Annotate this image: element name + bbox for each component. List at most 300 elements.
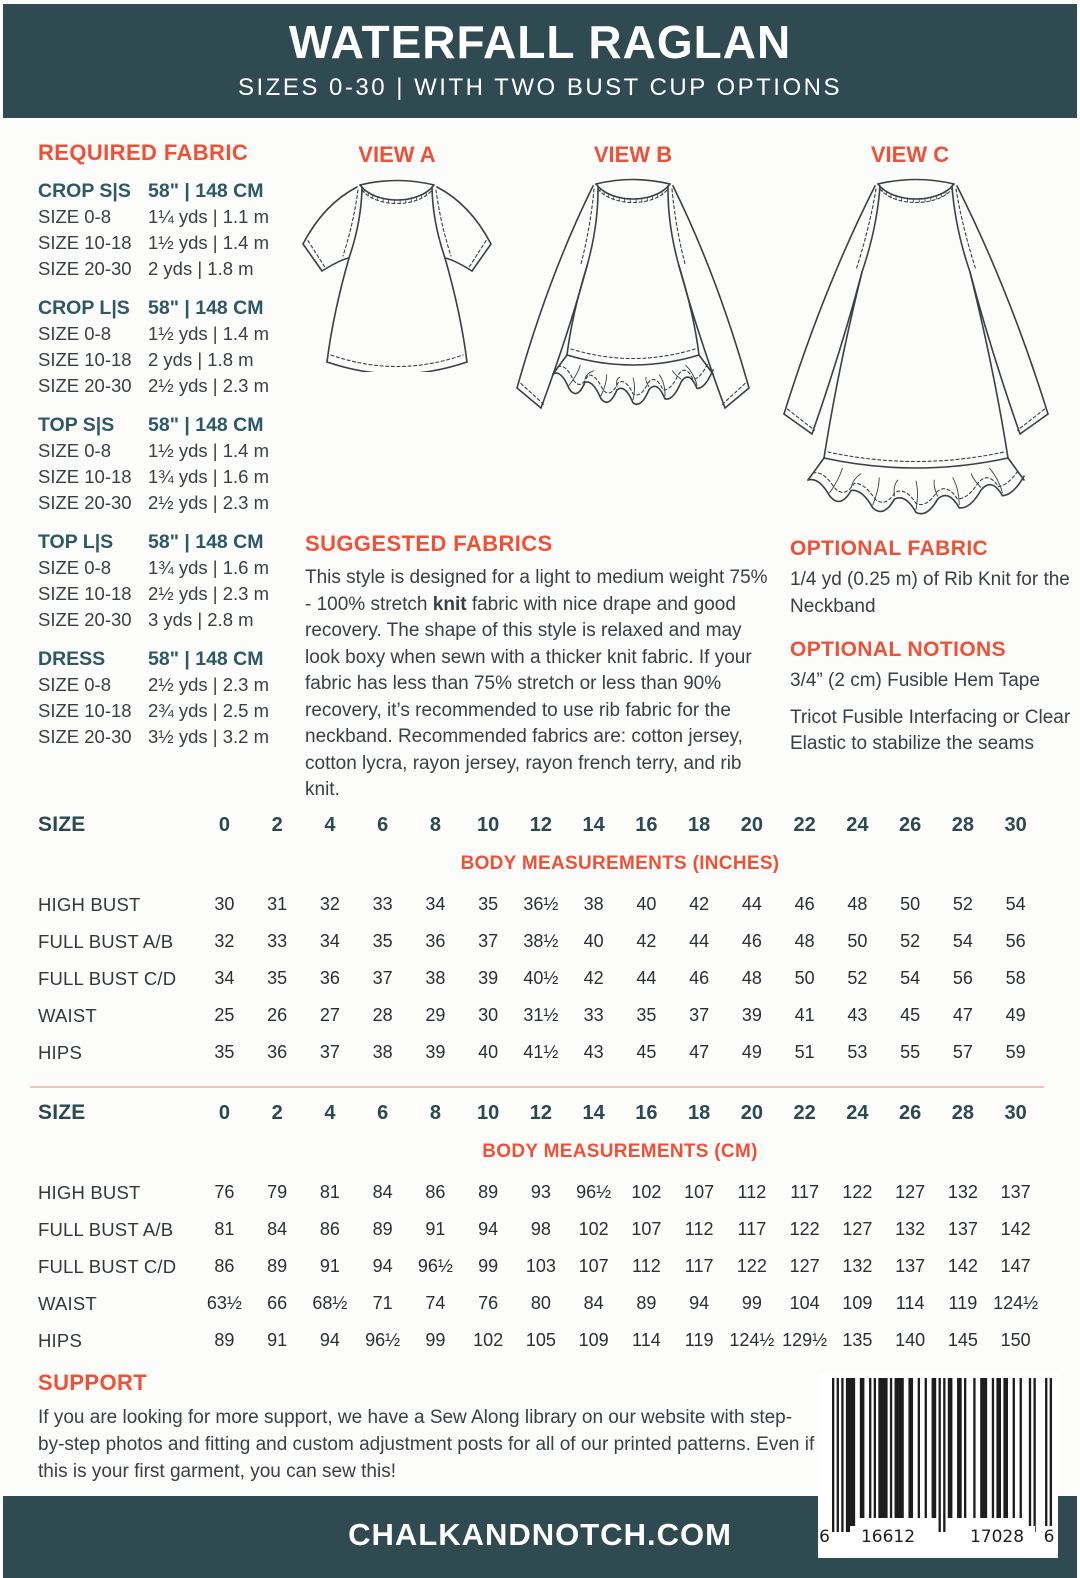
barcode-bar bbox=[964, 1378, 966, 1518]
fabric-width-spec: 58" | 148 CM bbox=[148, 647, 264, 670]
measurement-value: 99 bbox=[425, 1330, 446, 1350]
size-range-label: SIZE 0-8 bbox=[38, 440, 111, 461]
measurement-value: 132 bbox=[947, 1182, 978, 1202]
page-subtitle: SIZES 0-30 | WITH TWO BUST CUP OPTIONS bbox=[238, 74, 842, 101]
measurement-value: 132 bbox=[895, 1219, 926, 1239]
barcode-digit-left: 6 bbox=[819, 1527, 830, 1547]
measurement-label: FULL BUST A/B bbox=[38, 1218, 174, 1240]
measurement-value: 37 bbox=[372, 968, 393, 988]
fabric-yardage-row bbox=[38, 607, 300, 633]
measurement-label: FULL BUST C/D bbox=[38, 1255, 177, 1277]
measurement-value: 94 bbox=[319, 1330, 340, 1350]
measurement-row bbox=[38, 960, 1042, 997]
size-header-value: 8 bbox=[429, 813, 441, 836]
size-header-value: 0 bbox=[218, 1101, 230, 1124]
fabric-yardage-row bbox=[38, 672, 300, 698]
size-header-value: 30 bbox=[1004, 1101, 1027, 1124]
measurement-value: 127 bbox=[895, 1182, 926, 1202]
measurement-label: HIGH BUST bbox=[38, 893, 141, 915]
barcode-bar bbox=[1003, 1378, 1008, 1518]
garment-line bbox=[952, 186, 970, 272]
garment-line bbox=[327, 258, 349, 362]
garment-line bbox=[322, 258, 349, 271]
measurement-value: 112 bbox=[737, 1182, 767, 1202]
measurement-value: 38 bbox=[583, 894, 604, 914]
measurement-value: 142 bbox=[947, 1256, 978, 1276]
measurement-value: 33 bbox=[372, 894, 393, 914]
fabric-width-spec: 58" | 148 CM bbox=[148, 296, 264, 319]
measurement-value: 25 bbox=[214, 1005, 235, 1025]
measurement-label: HIPS bbox=[38, 1041, 82, 1063]
support-heading: SUPPORT bbox=[38, 1370, 148, 1395]
garment-line bbox=[828, 452, 1004, 462]
size-header-value: 20 bbox=[740, 1101, 763, 1124]
barcode-bar bbox=[948, 1378, 953, 1518]
size-header-value: 2 bbox=[271, 1101, 283, 1124]
view-b-drawing bbox=[505, 170, 761, 434]
measurement-value: 41½ bbox=[523, 1042, 559, 1062]
fabric-group bbox=[38, 646, 300, 750]
size-header-value: 6 bbox=[377, 1101, 389, 1124]
measurement-value: 140 bbox=[895, 1330, 926, 1350]
measurement-value: 36½ bbox=[523, 894, 559, 914]
garment-line bbox=[343, 190, 358, 256]
measurement-value: 91 bbox=[267, 1330, 288, 1350]
size-header-label: SIZE bbox=[38, 813, 86, 836]
measurement-label: WAIST bbox=[38, 1292, 97, 1314]
website-url: CHALKANDNOTCH.COM bbox=[348, 1517, 732, 1552]
measurement-row bbox=[38, 1248, 1042, 1285]
measurement-value: 35 bbox=[478, 894, 499, 914]
garment-line bbox=[894, 480, 898, 496]
garment-line bbox=[445, 258, 467, 362]
barcode-bar bbox=[992, 1378, 994, 1518]
fabric-width-spec: 58" | 148 CM bbox=[148, 179, 264, 202]
yardage-value: 1¼ yds | 1.1 m bbox=[148, 206, 269, 227]
measurement-value: 36 bbox=[319, 968, 340, 988]
measurement-value: 44 bbox=[636, 968, 657, 988]
barcode-bar bbox=[1050, 1378, 1052, 1532]
measurement-value: 102 bbox=[578, 1219, 609, 1239]
measurement-value: 46 bbox=[689, 968, 710, 988]
garment-line bbox=[699, 355, 713, 374]
measurement-value: 124½ bbox=[729, 1330, 775, 1350]
size-header-value: 20 bbox=[740, 813, 763, 836]
measurement-value: 50 bbox=[794, 968, 815, 988]
measurement-value: 68½ bbox=[312, 1293, 348, 1313]
measurement-value: 122 bbox=[736, 1256, 767, 1276]
measurement-value: 27 bbox=[319, 1005, 340, 1025]
measurement-value: 122 bbox=[789, 1219, 820, 1239]
barcode-bars bbox=[818, 1374, 1058, 1536]
yardage-value: 1¾ yds | 1.6 m bbox=[148, 466, 269, 487]
suggested-text-bold: knit bbox=[432, 593, 467, 615]
measurement-value: 119 bbox=[684, 1330, 714, 1350]
optional-fabric-text: 1/4 yd (0.25 m) of Rib Knit for the Neckband bbox=[790, 569, 1070, 617]
measurement-value: 135 bbox=[842, 1330, 873, 1350]
measurement-value: 129½ bbox=[782, 1330, 828, 1350]
measurement-label: HIGH BUST bbox=[38, 1181, 141, 1203]
size-range-label: SIZE 10-18 bbox=[38, 583, 132, 604]
size-header-value: 2 bbox=[271, 813, 283, 836]
fabric-yardage-row bbox=[38, 698, 300, 724]
measurement-value: 107 bbox=[631, 1219, 662, 1239]
measurement-value: 33 bbox=[267, 931, 288, 951]
table-caption: BODY MEASUREMENTS (INCHES) bbox=[460, 853, 780, 874]
measurement-value: 107 bbox=[578, 1256, 609, 1276]
measurement-value: 50 bbox=[900, 894, 921, 914]
page-title: WATERFALL RAGLAN bbox=[288, 16, 792, 68]
measurement-value: 117 bbox=[684, 1256, 714, 1276]
yardage-value: 2½ yds | 2.3 m bbox=[148, 492, 269, 513]
measurement-value: 39 bbox=[741, 1005, 762, 1025]
garment-line bbox=[1008, 458, 1024, 480]
measurement-value: 40 bbox=[636, 894, 657, 914]
barcode-bar bbox=[860, 1378, 865, 1518]
fabric-yardage-row bbox=[38, 347, 300, 373]
size-header-value: 26 bbox=[899, 813, 922, 836]
barcode-bar bbox=[1033, 1378, 1035, 1532]
measurement-value: 63½ bbox=[206, 1293, 242, 1313]
measurement-value: 89 bbox=[372, 1219, 393, 1239]
size-range-label: SIZE 0-8 bbox=[38, 323, 111, 344]
yardage-value: 1¾ yds | 1.6 m bbox=[148, 557, 269, 578]
size-header-row bbox=[38, 808, 1042, 842]
measurement-value: 52 bbox=[847, 968, 868, 988]
measurement-value: 84 bbox=[583, 1293, 604, 1313]
barcode-bar bbox=[895, 1378, 904, 1518]
barcode-bar bbox=[1045, 1378, 1047, 1532]
garment-line bbox=[808, 458, 824, 480]
optional-notions-line1: 3/4” (2 cm) Fusible Hem Tape bbox=[790, 670, 1040, 691]
measurement-value: 117 bbox=[737, 1219, 767, 1239]
fabric-yardage-row bbox=[38, 321, 300, 347]
measurement-row bbox=[38, 1211, 1042, 1248]
yardage-value: 1½ yds | 1.4 m bbox=[148, 440, 269, 461]
measurement-value: 54 bbox=[952, 931, 973, 951]
measurement-value: 36 bbox=[267, 1042, 288, 1062]
size-header-value: 12 bbox=[529, 1101, 552, 1124]
fabric-group-name: TOP L|S bbox=[38, 530, 114, 553]
optional-fabric-heading: OPTIONAL FABRIC bbox=[790, 537, 989, 560]
measurement-value: 94 bbox=[689, 1293, 710, 1313]
measurement-value: 103 bbox=[525, 1256, 556, 1276]
garment-line bbox=[571, 349, 695, 359]
measurement-value: 39 bbox=[425, 1042, 446, 1062]
garment-line bbox=[686, 365, 697, 385]
measurement-row bbox=[38, 1285, 1042, 1322]
size-header-value: 4 bbox=[324, 813, 336, 836]
measurement-value: 124½ bbox=[993, 1293, 1039, 1313]
fabric-group bbox=[38, 295, 300, 399]
fabric-yardage-row bbox=[38, 204, 300, 230]
fabric-group-header bbox=[38, 412, 300, 438]
measurement-value: 37 bbox=[319, 1042, 340, 1062]
garment-line bbox=[990, 468, 1003, 493]
measurement-value: 66 bbox=[267, 1293, 288, 1313]
measurement-value: 98 bbox=[530, 1219, 551, 1239]
garment-line bbox=[633, 378, 635, 400]
yardage-value: 2 yds | 1.8 m bbox=[148, 349, 254, 370]
suggested-text-2: fabric with nice drape and good recovery. The shape of this style is relaxed and may look boxy when sewn with a thicker knit fabric. If your fabric has less than 75% stretch or less than 90% recovery, it’s recommended to use rib fabric for the neckband. Recommended fabrics are: cotton jersey, cotton lycra, rayon jersey, rayon french terry, and rib knit. bbox=[305, 593, 752, 800]
measurement-value: 55 bbox=[900, 1042, 921, 1062]
size-header-value: 28 bbox=[951, 813, 974, 836]
view-a-drawing bbox=[297, 172, 497, 372]
size-range-label: SIZE 20-30 bbox=[38, 609, 132, 630]
barcode-bar bbox=[837, 1378, 839, 1532]
measurement-label: FULL BUST C/D bbox=[38, 967, 177, 989]
measurement-value: 52 bbox=[952, 894, 973, 914]
size-header-label: SIZE bbox=[38, 1101, 86, 1124]
measurement-value: 38½ bbox=[523, 931, 559, 951]
size-header-value: 24 bbox=[846, 1101, 869, 1124]
yardage-value: 2½ yds | 2.3 m bbox=[148, 674, 269, 695]
fabric-group-name: CROP L|S bbox=[38, 296, 130, 319]
measurement-value: 76 bbox=[478, 1293, 499, 1313]
garment-line bbox=[916, 481, 918, 509]
measurement-value: 99 bbox=[478, 1256, 499, 1276]
barcode-bar bbox=[932, 1378, 937, 1518]
measurement-value: 35 bbox=[214, 1042, 235, 1062]
tables-divider bbox=[30, 1086, 1044, 1088]
barcode-bar bbox=[890, 1378, 892, 1518]
measurement-value: 47 bbox=[689, 1042, 710, 1062]
header-band bbox=[3, 4, 1077, 118]
measurement-value: 96½ bbox=[576, 1182, 612, 1202]
measurement-value: 40 bbox=[478, 1042, 499, 1062]
fabric-group bbox=[38, 412, 300, 516]
measurement-value: 40½ bbox=[523, 968, 559, 988]
measurement-value: 89 bbox=[478, 1182, 499, 1202]
body-measurements-cm-table bbox=[38, 1096, 1042, 1359]
support-text: If you are looking for more support, we have a Sew Along library on our website with step-by-step photos and fitting and custom adjustment posts for all of our printed patterns. Even if this is your first garment, you can sew this! bbox=[38, 1407, 815, 1482]
measurement-value: 42 bbox=[583, 968, 604, 988]
fabric-width-spec: 58" | 148 CM bbox=[148, 530, 264, 553]
measurement-value: 50 bbox=[847, 931, 868, 951]
size-header-value: 8 bbox=[429, 1101, 441, 1124]
table-caption: BODY MEASUREMENTS (CM) bbox=[482, 1141, 758, 1162]
measurement-value: 58 bbox=[1005, 968, 1026, 988]
fabric-group-header bbox=[38, 295, 300, 321]
measurement-value: 104 bbox=[789, 1293, 820, 1313]
measurement-value: 105 bbox=[525, 1330, 556, 1350]
size-header-value: 18 bbox=[688, 1101, 711, 1124]
size-range-label: SIZE 0-8 bbox=[38, 674, 111, 695]
fabric-group-header bbox=[38, 646, 300, 672]
barcode-digits-group1: 16612 bbox=[850, 1526, 926, 1548]
garment-line bbox=[567, 355, 699, 365]
garment-line bbox=[862, 186, 880, 272]
barcode-digit-right: 6 bbox=[1043, 1527, 1055, 1547]
measurement-value: 42 bbox=[689, 894, 710, 914]
garment-line bbox=[672, 189, 685, 264]
optional-notions-heading: OPTIONAL NOTIONS bbox=[790, 638, 1007, 661]
measurement-value: 38 bbox=[425, 968, 446, 988]
yardage-value: 2½ yds | 2.3 m bbox=[148, 583, 269, 604]
optional-section bbox=[790, 537, 1072, 776]
measurement-value: 107 bbox=[684, 1182, 715, 1202]
measurement-value: 102 bbox=[473, 1330, 504, 1350]
measurement-value: 28 bbox=[372, 1005, 393, 1025]
measurement-value: 37 bbox=[478, 931, 499, 951]
measurement-value: 32 bbox=[214, 931, 235, 951]
measurement-value: 81 bbox=[319, 1182, 340, 1202]
size-range-label: SIZE 0-8 bbox=[38, 206, 111, 227]
measurement-value: 54 bbox=[1005, 894, 1026, 914]
measurement-value: 36 bbox=[425, 931, 446, 951]
measurement-value: 76 bbox=[214, 1182, 235, 1202]
fabric-yardage-row bbox=[38, 581, 300, 607]
garment-line bbox=[587, 186, 598, 266]
size-header-value: 24 bbox=[846, 813, 869, 836]
required-fabric-heading: REQUIRED FABRIC bbox=[38, 140, 249, 165]
measurement-row bbox=[38, 997, 1042, 1034]
measurement-value: 112 bbox=[684, 1219, 714, 1239]
measurement-value: 89 bbox=[636, 1293, 657, 1313]
barcode bbox=[818, 1374, 1058, 1558]
measurement-row bbox=[38, 1034, 1042, 1071]
fabric-groups bbox=[38, 178, 300, 750]
yardage-value: 2¾ yds | 2.5 m bbox=[148, 700, 269, 721]
suggested-fabrics-heading: SUGGESTED FABRICS bbox=[305, 531, 553, 556]
fabric-group bbox=[38, 529, 300, 633]
measurement-value: 96½ bbox=[417, 1256, 453, 1276]
size-range-label: SIZE 20-30 bbox=[38, 375, 132, 396]
measurement-value: 89 bbox=[267, 1256, 288, 1276]
size-header-value: 12 bbox=[529, 813, 552, 836]
fabric-group-header bbox=[38, 178, 300, 204]
measurement-value: 35 bbox=[372, 931, 393, 951]
measurement-value: 119 bbox=[948, 1293, 978, 1313]
barcode-bar bbox=[832, 1378, 834, 1532]
measurement-value: 132 bbox=[842, 1256, 873, 1276]
measurement-value: 52 bbox=[900, 931, 921, 951]
measurement-value: 29 bbox=[425, 1005, 446, 1025]
size-header-value: 16 bbox=[635, 1101, 658, 1124]
measurement-value: 122 bbox=[842, 1182, 873, 1202]
measurement-value: 102 bbox=[631, 1182, 662, 1202]
size-range-label: SIZE 10-18 bbox=[38, 466, 132, 487]
fabric-yardage-row bbox=[38, 373, 300, 399]
measurement-value: 45 bbox=[900, 1005, 921, 1025]
garment-line bbox=[971, 474, 981, 488]
fabric-width-spec: 58" | 148 CM bbox=[148, 413, 264, 436]
size-header-value: 22 bbox=[793, 813, 816, 836]
measurement-value: 33 bbox=[583, 1005, 604, 1025]
measurement-row bbox=[38, 1322, 1042, 1359]
yardage-value: 3 yds | 2.8 m bbox=[148, 609, 254, 630]
measurement-value: 32 bbox=[319, 894, 340, 914]
garment-line bbox=[824, 272, 862, 458]
view-c-drawing bbox=[770, 170, 1062, 536]
size-range-label: SIZE 20-30 bbox=[38, 726, 132, 747]
fabric-group bbox=[38, 178, 300, 282]
garment-line bbox=[668, 186, 679, 266]
measurement-value: 31 bbox=[267, 894, 288, 914]
barcode-bar bbox=[846, 1378, 855, 1532]
suggested-fabrics-section bbox=[305, 531, 777, 804]
body-measurements-inches-table bbox=[38, 808, 1042, 1071]
measurement-value: 43 bbox=[847, 1005, 868, 1025]
yardage-value: 1½ yds | 1.4 m bbox=[148, 323, 269, 344]
measurement-value: 51 bbox=[794, 1042, 815, 1062]
garment-line bbox=[596, 180, 670, 185]
garment-line bbox=[445, 258, 472, 271]
barcode-bar bbox=[996, 1378, 1001, 1518]
measurement-value: 30 bbox=[478, 1005, 499, 1025]
fabric-yardage-row bbox=[38, 464, 300, 490]
size-header-value: 0 bbox=[218, 813, 230, 836]
barcode-bar bbox=[1029, 1378, 1031, 1532]
measurement-value: 48 bbox=[794, 931, 815, 951]
measurement-value: 57 bbox=[952, 1042, 973, 1062]
fabric-yardage-row bbox=[38, 256, 300, 282]
garment-line bbox=[349, 187, 362, 258]
garment-line bbox=[812, 272, 862, 434]
barcode-bar bbox=[841, 1378, 843, 1532]
barcode-bar bbox=[874, 1378, 876, 1518]
barcode-bar bbox=[925, 1378, 927, 1518]
measurement-value: 47 bbox=[952, 1005, 973, 1025]
measurement-value: 137 bbox=[895, 1256, 926, 1276]
measurement-row bbox=[38, 923, 1042, 960]
measurement-value: 142 bbox=[1000, 1219, 1031, 1239]
garment-line bbox=[331, 355, 463, 367]
measurement-value: 80 bbox=[530, 1293, 551, 1313]
fabric-yardage-row bbox=[38, 724, 300, 750]
measurement-value: 91 bbox=[319, 1256, 340, 1276]
measurement-value: 49 bbox=[741, 1042, 762, 1062]
measurement-value: 91 bbox=[425, 1219, 446, 1239]
size-header-value: 14 bbox=[582, 813, 605, 836]
size-range-label: SIZE 0-8 bbox=[38, 557, 111, 578]
measurement-value: 44 bbox=[689, 931, 710, 951]
measurement-value: 56 bbox=[1005, 931, 1026, 951]
measurement-value: 86 bbox=[214, 1256, 235, 1276]
size-header-value: 10 bbox=[477, 1101, 500, 1124]
measurement-value: 94 bbox=[372, 1256, 393, 1276]
size-range-label: SIZE 20-30 bbox=[38, 258, 132, 279]
measurement-value: 112 bbox=[632, 1256, 661, 1276]
fabric-group-name: CROP S|S bbox=[38, 179, 131, 202]
measurement-value: 26 bbox=[267, 1005, 288, 1025]
measurement-label: HIPS bbox=[38, 1329, 82, 1351]
measurement-value: 35 bbox=[267, 968, 288, 988]
garment-line bbox=[970, 272, 1020, 434]
fabric-yardage-row bbox=[38, 490, 300, 516]
garment-line bbox=[873, 478, 879, 505]
measurement-value: 56 bbox=[952, 968, 973, 988]
fabric-yardage-row bbox=[38, 555, 300, 581]
yardage-value: 2 yds | 1.8 m bbox=[148, 258, 254, 279]
size-header-value: 10 bbox=[477, 813, 500, 836]
measurement-value: 31½ bbox=[523, 1005, 559, 1025]
measurement-row bbox=[38, 1174, 1042, 1211]
barcode-bar bbox=[1020, 1378, 1022, 1518]
measurement-value: 34 bbox=[214, 968, 235, 988]
garment-line bbox=[581, 189, 594, 264]
measurement-value: 127 bbox=[842, 1219, 873, 1239]
barcode-bar bbox=[939, 1378, 941, 1532]
measurement-value: 94 bbox=[478, 1219, 499, 1239]
measurement-value: 84 bbox=[372, 1182, 393, 1202]
measurement-value: 39 bbox=[478, 968, 499, 988]
measurement-label: WAIST bbox=[38, 1004, 97, 1026]
fabric-group-name: DRESS bbox=[38, 647, 106, 670]
measurement-value: 35 bbox=[636, 1005, 657, 1025]
barcode-bar bbox=[1013, 1378, 1015, 1518]
measurement-value: 38 bbox=[372, 1042, 393, 1062]
